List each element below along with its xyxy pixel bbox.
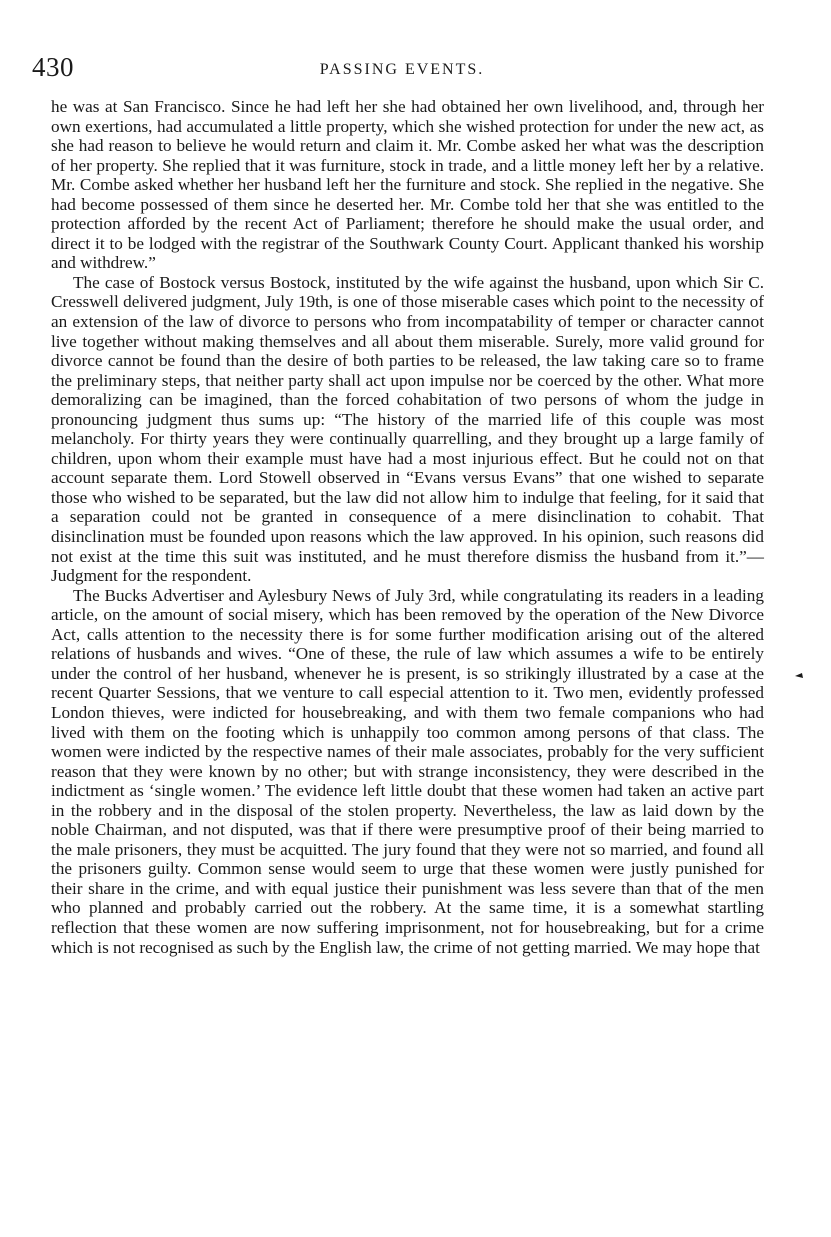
paragraph-continuation: he was at San Francisco. Since he had left her she had obtained her own livelihood, and, through her own exertions, had accumulated a little property, which she wished protection for under the new act, as she had reason to believe he would return and claim it. Mr. Combe asked her what was the description of her property. She replied that it was furniture, stock in trade, and a little money left her by a relative. Mr. Combe asked whether her husband left her the furniture and stock. She replied in the negative. She had become possessed of them since he deserted her. Mr. Combe told her that she was entitled to the protection afforded by the recent Act of Parliament; therefore he should make the usual order, and direct it to be lodged with the registrar of the Southwark County Court. Applicant thanked his worship and withdrew.” bbox=[51, 97, 764, 273]
margin-ink-mark bbox=[793, 670, 805, 682]
running-title: PASSING EVENTS. bbox=[319, 61, 485, 78]
body-text bbox=[51, 97, 764, 957]
paragraph-bostock-case: The case of Bostock versus Bostock, instituted by the wife against the husband, upon which Sir C. Cresswell delivered judgment, July 19th, is one of those miserable cases which point to the necessity of an extension of the law of divorce to persons who from incompatability of temper or character cannot live together without making themselves and all about them miserable. Surely, more valid ground for divorce cannot be found than the desire of both parties to be released, the law taking care so to frame the preliminary steps, that neither party shall act upon impulse nor be coerced by the other. What more demoralizing can be imagined, than the forced cohabitation of two persons of whom the judge in pronouncing judgment thus sums up: “The history of the married life of this couple was most melancholy. For thirty years they were continually quarrelling, and they brought up a large family of children, upon whom their example must have had a most injurious effect. But he could not on that account separate them. Lord Stowell observed in “Evans versus Evans” that one wished to separate those who wished to be separated, but the law did not allow him to indulge that feeling, for it said that a separation could not be granted in consequence of a mere disinclination to cohabit. That disinclination must be founded upon reasons which the law approved. In his opinion, such reasons did not exist at the time this suit was instituted, and he must therefore dismiss the husband from it.”—Judgment for the respondent. bbox=[51, 272, 764, 586]
paragraph-bucks-advertiser: The Bucks Advertiser and Aylesbury News of July 3rd, while congratulating its readers in a leading article, on the amount of social misery, which has been removed by the operation of the New Divorce Act, calls attention to the necessity there is for some further modification arising out of the altered relations of husbands and wives. “One of these, the rule of law which assumes a wife to be entirely under the control of her husband, whenever he is present, is so strikingly illustrated by a case at the recent Quarter Sessions, that we venture to call especial attention to it. Two men, evidently professed London thieves, were indicted for housebreaking, and with them two female companions who had lived with them on the footing which is unhappily too common among persons of that class. The women were indicted by the respective names of their male associates, probably for the very sufficient reason that they were known by no other; but with strange inconsistency, they were described in the indictment as ‘single women.’ The evidence left little doubt that these women had taken an active part in the robbery and in the disposal of the stolen property. Nevertheless, the law as laid down by the noble Chairman, and not disputed, was that if there were presumptive proof of their being married to the male prisoners, they must be acquitted. The jury found that they were not so married, and found all the prisoners guilty. Common sense would seem to urge that these women were justly punished for their share in the crime, and with equal justice their punishment was less severe than that of the men who planned and probably carried out the robbery. At the same time, it is a somewhat startling reflection that these women are now suffering imprisonment, not for housebreaking, but for a crime which is not recognised as such by the English law, the crime of not getting married. We may hope that bbox=[51, 585, 764, 957]
page-header bbox=[32, 52, 772, 84]
page-number: 430 bbox=[32, 52, 74, 82]
